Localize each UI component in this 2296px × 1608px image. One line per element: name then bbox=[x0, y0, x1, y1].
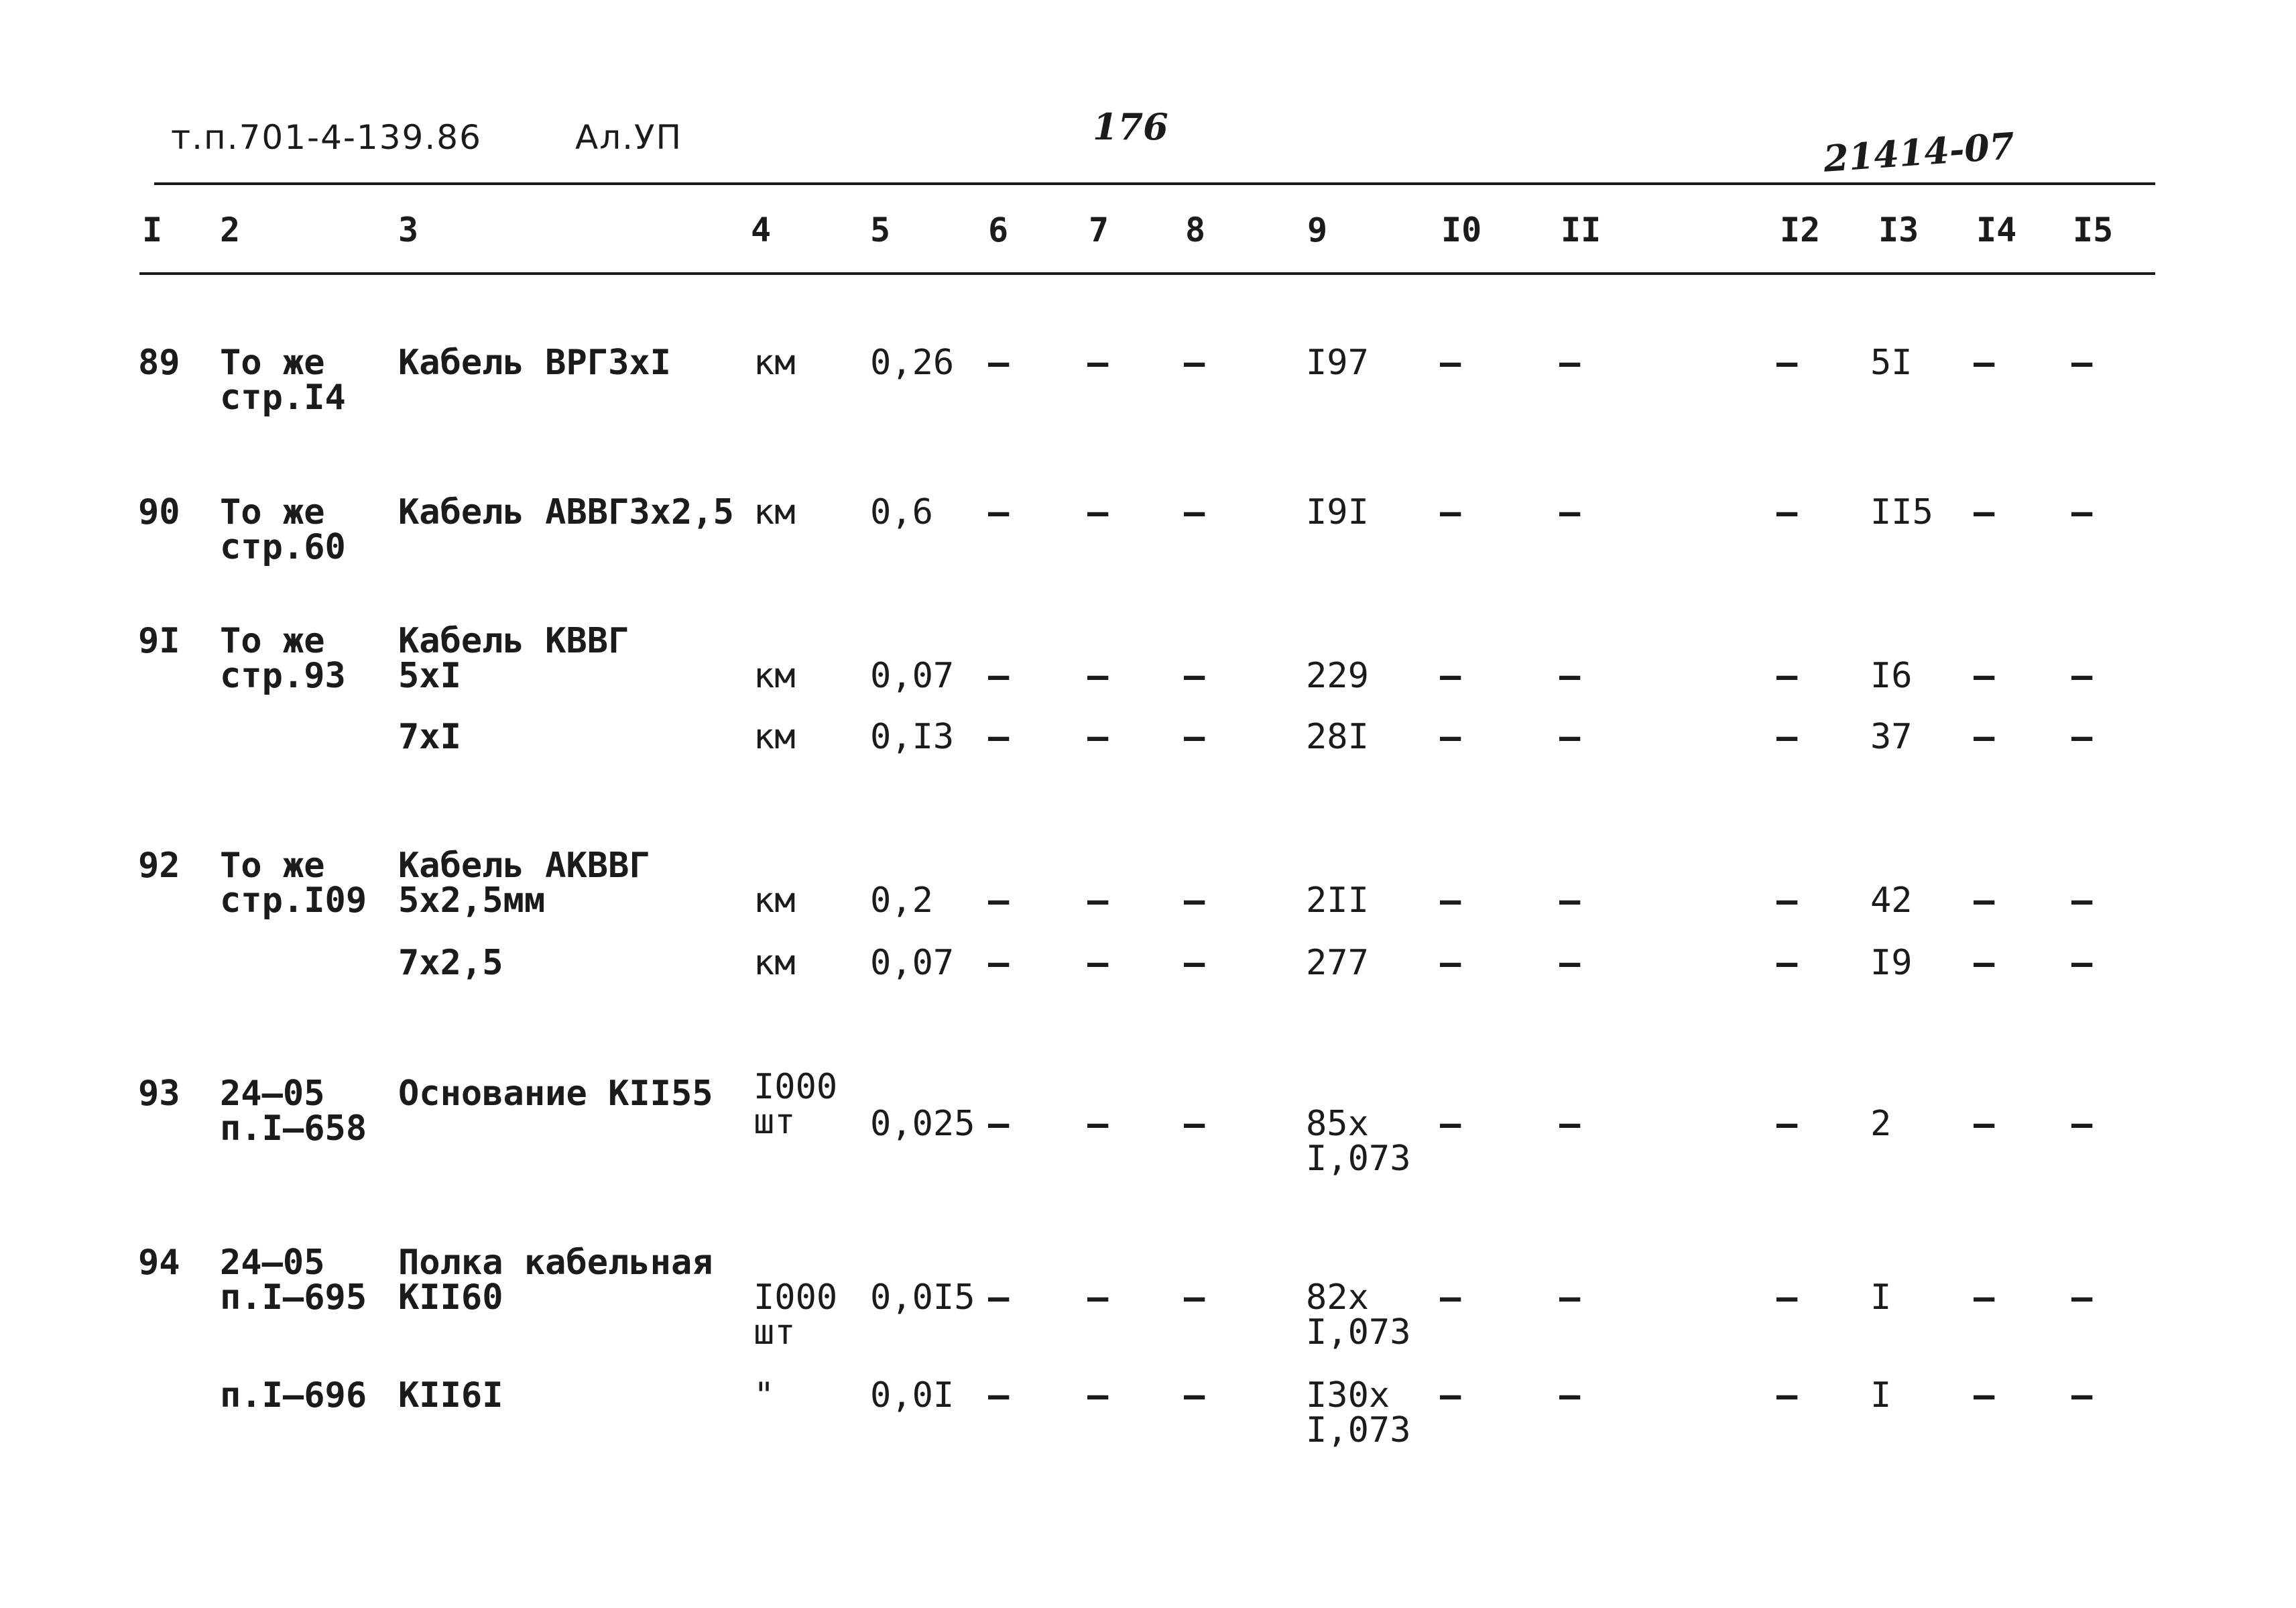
unit-of-measure: км bbox=[753, 343, 796, 383]
empty-dash: – bbox=[1087, 1277, 1109, 1318]
empty-dash: – bbox=[1184, 717, 1205, 757]
empty-dash: – bbox=[1559, 343, 1581, 383]
reference-text: То же bbox=[220, 846, 325, 886]
album-number: Ал.УП bbox=[575, 118, 683, 157]
empty-dash: – bbox=[1974, 343, 1995, 383]
empty-dash: – bbox=[1184, 943, 1205, 983]
reference-text: стр.93 bbox=[220, 656, 346, 696]
empty-dash: – bbox=[1559, 1104, 1581, 1144]
empty-dash: – bbox=[988, 656, 1010, 696]
reference-text: То же bbox=[220, 492, 325, 532]
empty-dash: – bbox=[1559, 1277, 1581, 1318]
column-number: I4 bbox=[1976, 211, 2017, 249]
empty-dash: – bbox=[1440, 1104, 1461, 1144]
column-13-value: 42 bbox=[1870, 880, 1913, 921]
empty-dash: – bbox=[1776, 717, 1798, 757]
unit-of-measure: км bbox=[753, 943, 796, 983]
empty-dash: – bbox=[1440, 656, 1461, 696]
price-value: 229 bbox=[1306, 656, 1369, 696]
empty-dash: – bbox=[1440, 492, 1461, 532]
column-number: 9 bbox=[1307, 211, 1328, 249]
empty-dash: – bbox=[1559, 943, 1581, 983]
price-value: 2II bbox=[1306, 880, 1369, 921]
empty-dash: – bbox=[1087, 1375, 1109, 1416]
empty-dash: – bbox=[1440, 343, 1461, 383]
empty-dash: – bbox=[2071, 343, 2093, 383]
reference-text: То же bbox=[220, 621, 325, 661]
empty-dash: – bbox=[988, 1375, 1010, 1416]
empty-dash: – bbox=[1184, 1104, 1205, 1144]
document-code: т.п.701-4-139.86 bbox=[171, 118, 482, 157]
price-value: I,073 bbox=[1306, 1312, 1411, 1353]
column-number: I bbox=[142, 211, 163, 249]
item-name: 7хI bbox=[398, 717, 461, 757]
quantity-value: 0,025 bbox=[870, 1104, 975, 1144]
column-number: 7 bbox=[1089, 211, 1109, 249]
empty-dash: – bbox=[1559, 1375, 1581, 1416]
unit-of-measure: шт bbox=[753, 1312, 796, 1353]
unit-of-measure: км bbox=[753, 492, 796, 532]
quantity-value: 0,0I bbox=[870, 1375, 955, 1416]
column-number: 5 bbox=[870, 211, 891, 249]
empty-dash: – bbox=[1087, 656, 1109, 696]
row-number: 9I bbox=[138, 621, 180, 661]
empty-dash: – bbox=[1974, 1277, 1995, 1318]
empty-dash: – bbox=[1440, 717, 1461, 757]
empty-dash: – bbox=[988, 943, 1010, 983]
column-number: 3 bbox=[398, 211, 419, 249]
column-number: I0 bbox=[1441, 211, 1482, 249]
top-rule bbox=[154, 182, 2155, 185]
empty-dash: – bbox=[1974, 492, 1995, 532]
unit-of-measure: км bbox=[753, 880, 796, 921]
unit-of-measure: " bbox=[753, 1375, 775, 1416]
column-13-value: 5I bbox=[1870, 343, 1913, 383]
item-name: Кабель АВВГ3х2,5 bbox=[398, 492, 734, 532]
empty-dash: – bbox=[1087, 492, 1109, 532]
quantity-value: 0,I3 bbox=[870, 717, 955, 757]
column-number: II bbox=[1561, 211, 1602, 249]
reference-text: п.I–695 bbox=[220, 1277, 367, 1318]
item-name: 5хI bbox=[398, 656, 461, 696]
unit-of-measure: км bbox=[753, 717, 796, 757]
row-number: 89 bbox=[138, 343, 180, 383]
quantity-value: 0,0I5 bbox=[870, 1277, 975, 1318]
empty-dash: – bbox=[988, 880, 1010, 921]
empty-dash: – bbox=[1776, 880, 1798, 921]
row-number: 90 bbox=[138, 492, 180, 532]
empty-dash: – bbox=[988, 1277, 1010, 1318]
item-name: КII6I bbox=[398, 1375, 503, 1416]
item-name: Кабель ВРГ3хI bbox=[398, 343, 671, 383]
empty-dash: – bbox=[1184, 492, 1205, 532]
empty-dash: – bbox=[1974, 717, 1995, 757]
empty-dash: – bbox=[1776, 656, 1798, 696]
empty-dash: – bbox=[1974, 880, 1995, 921]
empty-dash: – bbox=[1776, 943, 1798, 983]
header-bottom-rule bbox=[139, 272, 2155, 275]
item-name: 7х2,5 bbox=[398, 943, 503, 983]
empty-dash: – bbox=[1440, 880, 1461, 921]
empty-dash: – bbox=[1776, 1104, 1798, 1144]
empty-dash: – bbox=[988, 492, 1010, 532]
price-value: 85х bbox=[1306, 1104, 1369, 1144]
empty-dash: – bbox=[1776, 492, 1798, 532]
reference-text: стр.I09 bbox=[220, 880, 367, 921]
empty-dash: – bbox=[1776, 1375, 1798, 1416]
empty-dash: – bbox=[2071, 1375, 2093, 1416]
item-name: Основание КII55 bbox=[398, 1074, 713, 1114]
item-name: КII60 bbox=[398, 1277, 503, 1318]
item-name: Полка кабельная bbox=[398, 1243, 713, 1283]
column-13-value: I bbox=[1870, 1277, 1892, 1318]
column-13-value: I bbox=[1870, 1375, 1892, 1416]
empty-dash: – bbox=[1087, 880, 1109, 921]
column-number: 8 bbox=[1185, 211, 1206, 249]
column-number: I5 bbox=[2073, 211, 2114, 249]
inventory-number: 21414-07 bbox=[1822, 124, 2016, 180]
empty-dash: – bbox=[2071, 717, 2093, 757]
empty-dash: – bbox=[1087, 343, 1109, 383]
empty-dash: – bbox=[1559, 492, 1581, 532]
page-number: 176 bbox=[1093, 105, 1168, 148]
column-number: 6 bbox=[988, 211, 1009, 249]
empty-dash: – bbox=[1184, 880, 1205, 921]
empty-dash: – bbox=[1184, 1375, 1205, 1416]
empty-dash: – bbox=[1440, 1277, 1461, 1318]
quantity-value: 0,2 bbox=[870, 880, 933, 921]
empty-dash: – bbox=[1184, 343, 1205, 383]
unit-of-measure: I000 bbox=[753, 1067, 838, 1107]
reference-text: стр.60 bbox=[220, 527, 346, 567]
price-value: I,073 bbox=[1306, 1410, 1411, 1450]
empty-dash: – bbox=[1974, 1104, 1995, 1144]
reference-text: То же bbox=[220, 343, 325, 383]
empty-dash: – bbox=[2071, 1104, 2093, 1144]
empty-dash: – bbox=[1559, 717, 1581, 757]
quantity-value: 0,6 bbox=[870, 492, 933, 532]
empty-dash: – bbox=[1087, 1104, 1109, 1144]
row-number: 94 bbox=[138, 1243, 180, 1283]
empty-dash: – bbox=[2071, 492, 2093, 532]
reference-text: стр.I4 bbox=[220, 378, 346, 418]
column-13-value: II5 bbox=[1870, 492, 1933, 532]
price-value: I,073 bbox=[1306, 1139, 1411, 1179]
column-number: I3 bbox=[1878, 211, 1919, 249]
price-value: I97 bbox=[1306, 343, 1369, 383]
empty-dash: – bbox=[1974, 1375, 1995, 1416]
empty-dash: – bbox=[988, 1104, 1010, 1144]
item-name: Кабель АКВВГ bbox=[398, 846, 650, 886]
empty-dash: – bbox=[2071, 880, 2093, 921]
price-value: I30х bbox=[1306, 1375, 1390, 1416]
empty-dash: – bbox=[1440, 1375, 1461, 1416]
row-number: 93 bbox=[138, 1074, 180, 1114]
empty-dash: – bbox=[1776, 343, 1798, 383]
empty-dash: – bbox=[1974, 943, 1995, 983]
unit-of-measure: шт bbox=[753, 1102, 796, 1142]
empty-dash: – bbox=[1559, 656, 1581, 696]
column-13-value: 2 bbox=[1870, 1104, 1892, 1144]
item-name: Кабель КВВГ bbox=[398, 621, 629, 661]
empty-dash: – bbox=[1184, 656, 1205, 696]
empty-dash: – bbox=[2071, 656, 2093, 696]
row-number: 92 bbox=[138, 846, 180, 886]
reference-text: п.I–658 bbox=[220, 1108, 367, 1149]
empty-dash: – bbox=[1559, 880, 1581, 921]
empty-dash: – bbox=[2071, 943, 2093, 983]
empty-dash: – bbox=[1776, 1277, 1798, 1318]
reference-text: п.I–696 bbox=[220, 1375, 367, 1416]
price-value: 277 bbox=[1306, 943, 1369, 983]
column-13-value: I9 bbox=[1870, 943, 1913, 983]
unit-of-measure: I000 bbox=[753, 1277, 838, 1318]
reference-text: 24–05 bbox=[220, 1074, 325, 1114]
quantity-value: 0,26 bbox=[870, 343, 955, 383]
column-13-value: I6 bbox=[1870, 656, 1913, 696]
empty-dash: – bbox=[1974, 656, 1995, 696]
empty-dash: – bbox=[1087, 717, 1109, 757]
empty-dash: – bbox=[2071, 1277, 2093, 1318]
reference-text: 24–05 bbox=[220, 1243, 325, 1283]
price-value: 28I bbox=[1306, 717, 1369, 757]
quantity-value: 0,07 bbox=[870, 656, 955, 696]
column-number: 2 bbox=[220, 211, 241, 249]
column-number: I2 bbox=[1780, 211, 1821, 249]
empty-dash: – bbox=[988, 343, 1010, 383]
empty-dash: – bbox=[1184, 1277, 1205, 1318]
item-name: 5х2,5мм bbox=[398, 880, 546, 921]
column-number: 4 bbox=[751, 211, 772, 249]
unit-of-measure: км bbox=[753, 656, 796, 696]
empty-dash: – bbox=[1440, 943, 1461, 983]
price-value: I9I bbox=[1306, 492, 1369, 532]
price-value: 82х bbox=[1306, 1277, 1369, 1318]
quantity-value: 0,07 bbox=[870, 943, 955, 983]
column-13-value: 37 bbox=[1870, 717, 1913, 757]
empty-dash: – bbox=[1087, 943, 1109, 983]
empty-dash: – bbox=[988, 717, 1010, 757]
